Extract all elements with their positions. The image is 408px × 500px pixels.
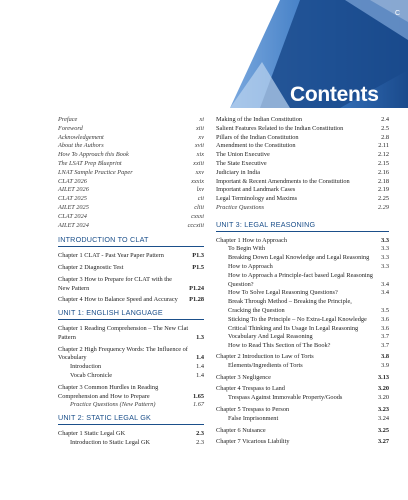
entry-title: The LSAT Prep Blueprint [58,159,122,167]
entry-title: How to Read This Section of The Book? [228,342,331,350]
toc-topic[interactable] [216,160,389,169]
entry-title: CLAT 2024 [58,212,87,220]
entry-title: Chapter 5 Trespass to Person [216,405,290,413]
toc-chapter[interactable] [58,346,204,364]
page-number: 3.9 [381,361,389,369]
toc-topic[interactable] [216,134,389,143]
entry-title: Introduction [70,363,102,371]
page-number: 1.65 [192,392,204,400]
front-matter-item[interactable] [58,151,204,160]
entry-title: Acknowledgement [58,133,104,141]
toc-topic[interactable] [216,325,389,334]
toc-topic[interactable] [58,372,204,381]
entry-title: Chapter 1 Reading Comprehension – The New Clat Pattern [58,324,189,341]
page-number: P1.3 [192,252,204,260]
page-title: Contents [290,83,379,106]
page-number: 2.4 [381,116,389,123]
page-number: 2.15 [377,159,389,167]
entry-title: Practice Questions (New Pattern) [70,401,156,409]
entry-title: Vocabulary And Legal Reasoning [228,333,313,341]
front-matter-item[interactable] [58,160,204,169]
toc-chapter[interactable] [216,427,389,436]
page-number: 3.7 [381,342,389,350]
entry-title: Chapter 6 Nuisance [216,426,266,434]
page-number: 2.8 [381,133,389,141]
toc-topic[interactable] [58,439,204,448]
entry-title: Vocab Chronicle [70,371,113,379]
entry-title: Judiciary in India [216,168,261,176]
page-number: xv [198,133,204,141]
section-heading-unit1: UNIT 1: ENGLISH LANGUAGE [58,309,204,320]
entry-title: AILET 2026 [58,186,89,194]
toc-chapter[interactable] [216,353,389,362]
toc-topic[interactable] [216,289,389,298]
toc-topic[interactable] [216,169,389,178]
toc-topic[interactable] [216,116,389,125]
page-number: xvii [194,142,204,150]
page-number: 2.11 [378,142,389,150]
page-number: 2.18 [377,177,389,185]
entry-title: Chapter 7 Vicarious Liability [216,438,290,446]
page-number: xix [196,151,204,159]
page-number: P1.28 [189,296,204,304]
contents-header-banner [0,0,408,108]
page-number: 2.3 [196,429,204,437]
entry-title: How To Approach this Book [58,151,129,159]
page-number: 3.13 [377,373,389,381]
page-number: cxxxi [191,212,204,220]
entry-title: About the Authors [58,142,104,150]
entry-title: Chapter 1 Static Legal GK [58,429,126,437]
entry-title: AILET 2025 [58,203,89,211]
toc-topic[interactable] [216,178,389,187]
entry-title: To Begin With [228,245,265,253]
page-number: 3.6 [381,315,389,323]
page-number: P1.5 [192,263,204,271]
entry-title: Trespass Against Immovable Property/Goods [228,394,343,402]
toc-chapter[interactable] [58,430,204,439]
toc-topic[interactable] [216,254,389,263]
page-number: 1.3 [196,333,204,341]
front-matter-item[interactable] [58,169,204,178]
entry-title: LNAT Sample Practice Paper [58,168,133,176]
page-number: 2.12 [377,151,389,159]
entry-title: Sticking To the Principle – No Extra-Legal Knowledge [228,315,367,323]
toc-chapter[interactable] [58,325,204,343]
right-column [216,116,389,447]
entry-title: Break Through Method – Breaking the Principle, Cracking the Question [228,298,352,314]
entry-title: Salient Features Related to the Indian Constitution [216,124,344,132]
entry-title: Critical Thinking and Its Usage In Legal Reasoning [228,324,359,332]
toc-topic[interactable] [216,125,389,134]
page-number: 3.8 [381,352,389,360]
front-matter-item[interactable] [58,195,204,204]
page-number: 3.20 [377,385,389,393]
page-number: xiii [195,124,204,132]
entry-title: Chapter 3 Negligence [216,373,271,381]
entry-title: Pillars of the Indian Constitution [216,133,299,141]
toc-topic[interactable] [216,142,389,151]
front-matter-list [58,116,204,230]
toc-topic[interactable] [58,363,204,372]
toc-topic[interactable] [216,362,389,371]
entry-title: The State Executive [216,159,267,167]
page-number: 1.4 [196,354,204,362]
section-heading-unit3: UNIT 3: LEGAL REASONING [216,221,389,232]
entry-title: Elements/Ingredients of Torts [228,361,303,369]
front-matter-item[interactable] [58,116,204,125]
page-number: 2.25 [377,195,389,203]
entry-title: Chapter 2 Introduction to Law of Torts [216,352,314,360]
entry-title: Chapter 2 Diagnostic Test [58,263,124,271]
entry-title: The Union Executive [216,151,270,159]
page-number: 1.4 [196,371,204,379]
page-badge: C [394,10,400,17]
toc-chapter[interactable] [58,252,204,261]
toc-chapter[interactable] [216,237,389,246]
entry-title: How To Solve Legal Reasoning Questions? [228,289,338,297]
toc-chapter[interactable] [216,385,389,394]
entry-title: Chapter 3 How to Prepare for CLAT with the New Pattern [58,275,172,292]
page-number: 2.3 [196,438,204,446]
page-number: 3.5 [381,306,389,314]
page-number: 3.3 [381,254,389,262]
entry-title: False Imprisonment [228,414,279,422]
page-number: xxv [195,168,204,176]
page-number: cii [197,195,204,203]
front-matter-item[interactable] [58,134,204,143]
page-number: cccxiii [187,221,204,229]
page-number: 3.3 [381,236,389,244]
front-matter-item[interactable] [58,178,204,187]
toc-chapter[interactable] [58,276,204,294]
page-number: 1.4 [196,363,204,371]
entry-title: Chapter 1 How to Approach [216,236,287,244]
page-number: 3.27 [377,438,389,446]
page-number: 3.4 [381,289,389,297]
entry-title: Chapter 4 Trespass to Land [216,385,285,393]
entry-title: Legal Terminology and Maxims [216,195,298,203]
toc-chapter[interactable] [216,406,389,415]
entry-title: Chapter 3 Common Hurdles in Reading Comprehension and How to Prepare [58,383,159,400]
page-number: 3.3 [381,262,389,270]
toc-topic[interactable] [216,204,389,213]
front-matter-item[interactable] [58,204,204,213]
entry-title: CLAT 2025 [58,195,87,203]
page-number: P1.24 [189,284,204,292]
entry-title: Amendment to the Constitution [216,142,296,150]
page-number: 2.29 [377,203,389,211]
entry-title: CLAT 2026 [58,177,87,185]
entry-title: How to Approach a Principle-fact based Legal Reasoning Question? [228,271,373,288]
toc-topic[interactable] [216,333,389,342]
toc-topic[interactable] [216,151,389,160]
toc-topic[interactable] [216,195,389,204]
page-number: 2.16 [377,168,389,176]
toc-topic[interactable] [216,245,389,254]
toc-chapter[interactable] [216,438,389,447]
toc-chapter[interactable] [58,264,204,273]
toc-topic[interactable] [216,342,389,351]
entry-title: Chapter 2 High Frequency Words: The Influence of Vocabulary [58,345,188,362]
entry-title: Making of the Indian Constitution [216,116,303,123]
front-matter-item[interactable] [58,213,204,222]
page-number: 1.67 [192,401,204,409]
page-number: xxiii [193,159,204,167]
entry-title: Preface [58,116,78,123]
toc-chapter[interactable] [216,374,389,383]
toc-topic[interactable] [58,401,204,410]
section-heading-intro: INTRODUCTION TO CLAT [58,236,204,247]
toc-topic[interactable] [216,272,389,290]
toc-chapter[interactable] [58,384,204,402]
entry-title: Foreword [58,124,83,132]
toc-topic[interactable] [216,298,389,316]
toc-topic[interactable] [216,415,389,424]
entry-title: Introduction to Static Legal GK [70,438,151,446]
page-number: 3.23 [377,405,389,413]
section-heading-unit2: UNIT 2: STATIC LEGAL GK [58,414,204,425]
toc-topic[interactable] [216,394,389,403]
page-number: 2.5 [381,124,389,132]
front-matter-item[interactable] [58,222,204,231]
entry-title: Breaking Down Legal Knowledge and Legal Reasoning [228,254,370,262]
entry-title: Practice Questions [216,203,265,211]
toc-topic[interactable] [216,316,389,325]
page-number: 3.4 [381,280,389,288]
page-number: xxxix [191,177,204,185]
page-number: cliii [194,203,204,211]
front-matter-item[interactable] [58,125,204,134]
page-number: xi [199,116,204,123]
page-number: 3.6 [381,324,389,332]
entry-title: How to Approach [228,262,273,270]
toc-chapter[interactable] [58,296,204,305]
toc-topic[interactable] [216,186,389,195]
entry-title: Important & Recent Amendments to the Constitution [216,177,350,185]
page-number: 3.3 [381,245,389,253]
page-number: 3.25 [377,426,389,434]
page-number: 3.7 [381,333,389,341]
entry-title: Chapter 1 CLAT - Past Year Paper Pattern [58,252,164,260]
front-matter-item[interactable] [58,186,204,195]
entry-title: Chapter 4 How to Balance Speed and Accuracy [58,296,178,304]
entry-title: AILET 2024 [58,221,89,229]
page-number: 3.24 [377,414,389,422]
entry-title: Important and Landmark Cases [216,186,296,194]
page-number: 3.20 [377,394,389,402]
toc-topic[interactable] [216,263,389,272]
front-matter-item[interactable] [58,142,204,151]
page-number: 2.19 [377,186,389,194]
page-number: lxv [196,186,204,194]
left-column [58,116,204,448]
